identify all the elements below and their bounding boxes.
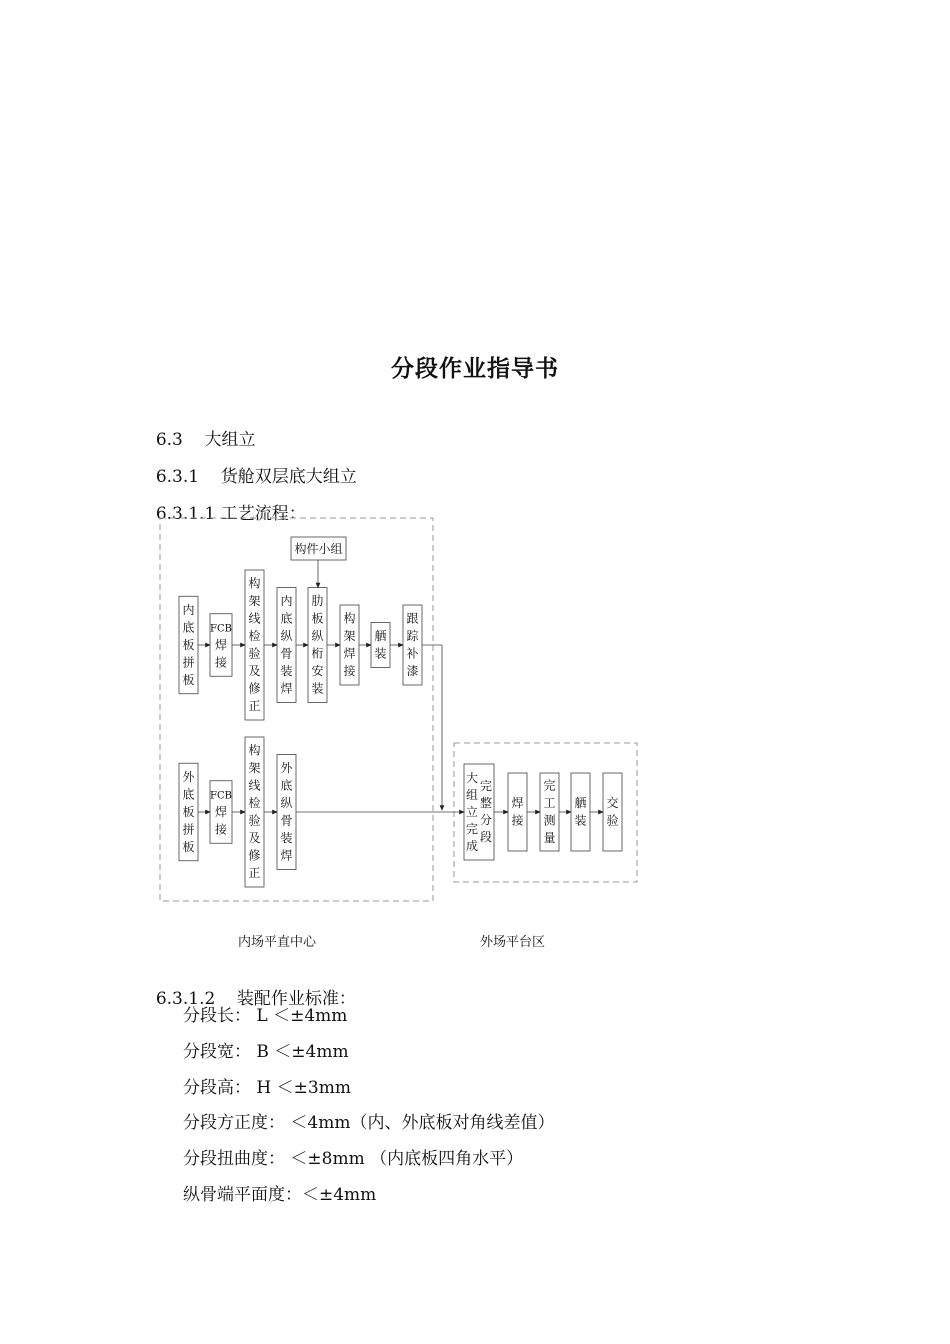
row3-step-1-text: 分: [479, 813, 493, 827]
row3-step-1-text: 组: [465, 788, 479, 802]
row1-step-4-text: 底: [280, 611, 293, 626]
row3-step-4-text: 舾: [574, 796, 587, 811]
section-number: 6.3.1: [155, 467, 200, 487]
row1-step-7-text: 装: [374, 646, 387, 661]
row2-step-3-text: 线: [248, 778, 261, 793]
criterion-flatness: 纵骨端平面度：＜±4mm: [183, 1185, 377, 1205]
region-label-inner: 内场平直中心: [238, 935, 317, 950]
row1-step-2-text: FCB: [210, 623, 232, 635]
row1-step-5-text: 肋: [311, 594, 324, 609]
section-text: 货舱双层底大组立: [220, 467, 357, 487]
row2-step-4-text: 装: [280, 831, 293, 846]
section-text: 工艺流程：: [220, 504, 306, 524]
row1-step-4-text: 内: [280, 594, 293, 609]
row2-step-4-text: 纵: [280, 796, 293, 811]
row1-step-1-text: 内: [182, 602, 195, 617]
row2-step-1-text: 拼: [182, 822, 195, 837]
row1-step-8-text: 踪: [406, 629, 419, 644]
page-title: 分段作业指导书: [391, 356, 559, 382]
row1-step-1-text: 板: [182, 637, 195, 652]
row2-step-4-text: 骨: [280, 813, 293, 828]
row1-step-4-text: 纵: [280, 629, 293, 644]
row1-step-6-text: 接: [343, 664, 356, 679]
region-label-outer: 外场平台区: [480, 935, 546, 950]
row3-step-1-text: 完: [465, 822, 479, 836]
row2-step-3: [245, 737, 264, 887]
row1-step-1-text: 底: [182, 620, 195, 635]
row1-step-3-text: 及: [248, 664, 261, 679]
section-text: 大组立: [204, 430, 256, 450]
row1-step-1-text: 拼: [182, 655, 195, 670]
row1-step-4-text: 焊: [280, 681, 293, 696]
row3-step-4-text: 装: [574, 813, 587, 828]
criterion-length: 分段长： L ＜±4mm: [183, 1006, 348, 1026]
row2-step-1-text: 板: [182, 804, 195, 819]
row1-step-5-text: 纵: [311, 629, 324, 644]
row1-step-5-text: 板: [311, 611, 324, 626]
row1-step-3-text: 构: [248, 576, 261, 591]
row1-step-3-text: 线: [248, 611, 261, 626]
row3-step-3-text: 工: [543, 796, 556, 811]
row1-step-6-text: 架: [343, 629, 356, 644]
row2-step-1-text: 板: [182, 839, 195, 854]
criterion-height: 分段高： H ＜±3mm: [183, 1078, 351, 1098]
row2-step-3-text: 正: [248, 866, 261, 881]
component-subgroup-text: 构件小组: [294, 542, 343, 556]
row3-step-3-text: 量: [543, 831, 556, 846]
section-number: 6.3.1.1: [155, 504, 216, 524]
criterion-twist: 分段扭曲度： ＜±8mm （内底板四角水平）: [183, 1149, 524, 1169]
row3-step-1-text: 整: [479, 796, 493, 810]
row3-step-3-text: 测: [543, 813, 556, 828]
row3-step-5-text: 验: [606, 813, 619, 828]
row3-step-1-text: 立: [465, 805, 479, 819]
row3-step-1-text: 大: [465, 771, 479, 785]
row3-step-2-text: 焊: [511, 796, 524, 811]
row2-step-3-text: 验: [248, 813, 261, 828]
section-number: 6.3.1.2: [155, 989, 216, 1009]
row2-step-4-text: 焊: [280, 848, 293, 863]
section-text: 装配作业标准：: [236, 989, 356, 1009]
row1-step-3: [245, 570, 264, 720]
row1-step-4-text: 装: [280, 664, 293, 679]
row1-step-3-text: 修: [248, 681, 261, 696]
row3-step-5-text: 交: [606, 796, 619, 811]
row1-step-5-text: 安: [311, 664, 324, 679]
row2-step-3-text: 构: [248, 743, 261, 758]
row2-step-4-text: 底: [280, 778, 293, 793]
row1-step-3-text: 验: [248, 646, 261, 661]
row1-step-6-text: 构: [343, 611, 356, 626]
row1-step-7-text: 舾: [374, 629, 387, 644]
inner-region-frame: [160, 518, 433, 901]
row3-step-1-text: 完: [479, 779, 493, 793]
row1-step-5-text: 装: [311, 681, 324, 696]
row3-step-1-text: 段: [479, 830, 493, 844]
section-number: 6.3: [155, 430, 183, 450]
row1-step-1-text: 板: [182, 672, 195, 687]
row1-step-8-text: 漆: [406, 664, 419, 679]
row2-step-2-text: FCB: [210, 790, 232, 802]
row2-step-2-text: 焊: [214, 804, 228, 819]
row2-step-1-text: 外: [182, 769, 195, 784]
row3-step-2: [508, 773, 527, 851]
criterion-squareness: 分段方正度： ＜4mm（内、外底板对角线差值）: [183, 1113, 555, 1133]
row2-step-2-text: 接: [214, 822, 228, 837]
row1-step-5-text: 桁: [311, 646, 324, 661]
row1-step-3-text: 正: [248, 699, 261, 714]
row3-step-4: [571, 773, 590, 851]
row2-step-3-text: 检: [248, 796, 261, 811]
row3-step-2-text: 接: [511, 813, 524, 828]
row1-step-8-text: 补: [406, 646, 419, 661]
row3-step-3-text: 完: [543, 778, 556, 793]
row1-step-6-text: 焊: [343, 646, 356, 661]
row2-step-4-text: 外: [280, 761, 293, 776]
row3-step-5: [603, 773, 622, 851]
row1-step-4-text: 骨: [280, 646, 293, 661]
row2-step-3-text: 及: [248, 831, 261, 846]
row2-step-3-text: 修: [248, 848, 261, 863]
row2-step-3-text: 架: [248, 761, 261, 776]
row3-step-1-text: 成: [465, 839, 479, 853]
row2-step-1-text: 底: [182, 787, 195, 802]
row1-step-2-text: 焊: [214, 637, 228, 652]
row1-step-3-text: 检: [248, 629, 261, 644]
row1-step-2-text: 接: [214, 655, 228, 670]
criterion-width: 分段宽： B ＜±4mm: [183, 1042, 349, 1062]
row1-step-3-text: 架: [248, 594, 261, 609]
row1-step-8-text: 跟: [406, 611, 419, 626]
